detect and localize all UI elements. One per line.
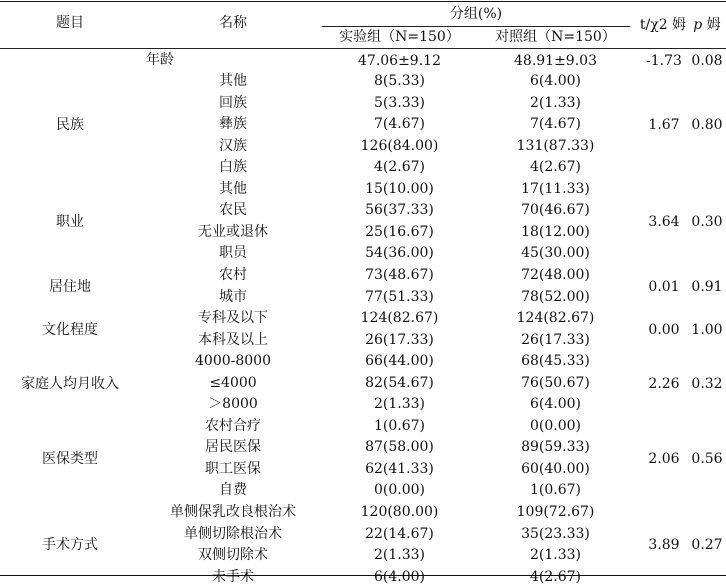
age-exp: 47.06±9.12: [358, 53, 441, 69]
row-exp-value: 5(3.33): [373, 94, 425, 111]
row-ctl-value: 60(40.00): [521, 460, 590, 477]
group-category: 手术方式: [42, 537, 98, 554]
row-ctl-value: 72(48.00): [521, 266, 590, 283]
group-category: 家庭人均月收入: [21, 375, 119, 392]
row-name: 单侧切除根治术: [184, 525, 282, 542]
row-exp-value: 120(80.00): [360, 504, 439, 520]
row-exp-value: 82(54.67): [365, 374, 434, 391]
group-p-value: 0.80: [691, 117, 723, 134]
row-ctl-value: 6(4.00): [529, 396, 581, 413]
row-ctl-value: 109(72.67): [516, 504, 595, 520]
row-name: 4000-8000: [195, 353, 271, 370]
group-category: 文化程度: [42, 321, 98, 338]
row-name: ≤4000: [209, 374, 257, 391]
group-p-value: 0.27: [691, 537, 723, 554]
age-p: 0.08: [691, 53, 723, 69]
group-p-value: 0.30: [691, 214, 723, 231]
age-label: 年龄: [146, 52, 174, 68]
row-name: 农村: [219, 266, 247, 283]
row-exp-value: 124(82.67): [360, 310, 439, 327]
row-name: 自费: [219, 482, 247, 499]
row-exp-value: 7(4.67): [373, 116, 425, 133]
row-name: 居民医保: [205, 439, 261, 456]
group-t-value: 2.06: [648, 451, 680, 468]
group-t-value: 1.67: [648, 117, 680, 134]
row-name: 单侧保乳改良根治术: [170, 504, 296, 520]
row-ctl-value: 70(46.67): [521, 202, 590, 219]
group-category: 职业: [56, 214, 84, 231]
group-t-value: 3.64: [648, 214, 680, 231]
row-exp-value: 1(0.67): [373, 417, 425, 434]
row-name: ＞8000: [208, 396, 258, 413]
row-exp-value: 4(2.67): [373, 159, 425, 176]
row-ctl-value: 68(45.33): [521, 353, 590, 370]
row-exp-value: 0(0.00): [373, 482, 425, 499]
group-t-value: 2.26: [648, 375, 680, 392]
age-t: -1.73: [646, 53, 682, 69]
header-bottom-rule: [0, 48, 726, 49]
row-exp-value: 126(84.00): [360, 137, 439, 154]
row-ctl-value: 4(2.67): [529, 568, 581, 585]
group-t-value: 0.00: [648, 321, 680, 338]
row-ctl-value: 17(11.33): [521, 180, 590, 197]
row-exp-value: 66(44.00): [365, 353, 434, 370]
group-category: 居住地: [49, 278, 91, 295]
row-ctl-value: 45(30.00): [521, 245, 590, 262]
row-name: 农村合疗: [205, 417, 261, 434]
row-ctl-value: 35(23.33): [521, 525, 590, 542]
row-ctl-value: 78(52.00): [521, 288, 590, 305]
row-name: 汉族: [219, 137, 247, 154]
row-name: 其他: [219, 73, 247, 89]
row-name: 无业或退休: [198, 223, 268, 240]
row-exp-value: 73(48.67): [365, 266, 434, 283]
row-ctl-value: 4(2.67): [529, 159, 581, 176]
row-exp-value: 2(1.33): [373, 396, 425, 413]
row-name: 职工医保: [205, 460, 261, 477]
group-t-value: 0.01: [648, 278, 680, 295]
group-category: 民族: [56, 117, 84, 134]
row-ctl-value: 2(1.33): [529, 94, 581, 111]
row-ctl-value: 124(82.67): [516, 310, 595, 327]
row-ctl-value: 0(0.00): [529, 417, 581, 434]
row-name: 职员: [219, 245, 247, 262]
header-topic: 题目: [56, 15, 84, 31]
group-category: 医保类型: [42, 451, 98, 468]
header-p-suffix: 姆: [702, 17, 721, 33]
row-exp-value: 2(1.33): [373, 547, 425, 564]
row-ctl-value: 6(4.00): [529, 73, 581, 89]
row-name: 其他: [219, 180, 247, 197]
row-name: 本科及以上: [198, 331, 268, 348]
row-ctl-value: 76(50.67): [521, 374, 590, 391]
row-exp-value: 87(58.00): [365, 439, 434, 456]
header-group: 分组(%): [449, 6, 503, 22]
age-ctl: 48.91±9.03: [514, 53, 597, 69]
group-header-rule: [322, 26, 630, 27]
row-ctl-value: 26(17.33): [521, 331, 590, 348]
row-name: 城市: [219, 288, 247, 305]
row-name: 专科及以下: [198, 310, 268, 327]
row-name: 农民: [219, 202, 247, 219]
row-exp-value: 22(14.67): [365, 525, 434, 542]
row-ctl-value: 131(87.33): [516, 137, 595, 154]
header-p-value: [688, 16, 726, 34]
row-name: 白族: [219, 159, 247, 176]
header-name: 名称: [219, 15, 247, 31]
row-name: 彝族: [219, 116, 247, 133]
row-name: 未手术: [212, 568, 254, 585]
header-experimental: 实验组（N=150）: [339, 29, 460, 45]
row-exp-value: 25(16.67): [365, 223, 434, 240]
row-exp-value: 26(17.33): [365, 331, 434, 348]
header-p-letter: p: [693, 17, 703, 33]
row-name: 回族: [219, 94, 247, 111]
row-ctl-value: 1(0.67): [529, 482, 581, 499]
row-ctl-value: 89(59.33): [521, 439, 590, 456]
row-ctl-value: 7(4.67): [529, 116, 581, 133]
group-p-value: 1.00: [691, 321, 723, 338]
row-name: 双侧切除术: [198, 547, 268, 564]
row-ctl-value: 2(1.33): [529, 547, 581, 564]
table-top-rule: [0, 1, 726, 2]
group-t-value: 3.89: [648, 537, 680, 554]
group-p-value: 0.32: [691, 375, 723, 392]
row-ctl-value: 18(12.00): [521, 223, 590, 240]
row-exp-value: 62(41.33): [365, 460, 434, 477]
row-exp-value: 8(5.33): [373, 73, 425, 89]
header-t-stat: t/χ2 姆: [639, 17, 687, 33]
row-exp-value: 56(37.33): [365, 202, 434, 219]
row-exp-value: 54(36.00): [365, 245, 434, 262]
group-p-value: 0.91: [691, 278, 723, 295]
row-exp-value: 15(10.00): [365, 180, 434, 197]
row-exp-value: 6(4.00): [373, 568, 425, 585]
group-p-value: 0.56: [691, 451, 723, 468]
header-control: 对照组（N=150）: [495, 29, 616, 45]
row-exp-value: 77(51.33): [365, 288, 434, 305]
